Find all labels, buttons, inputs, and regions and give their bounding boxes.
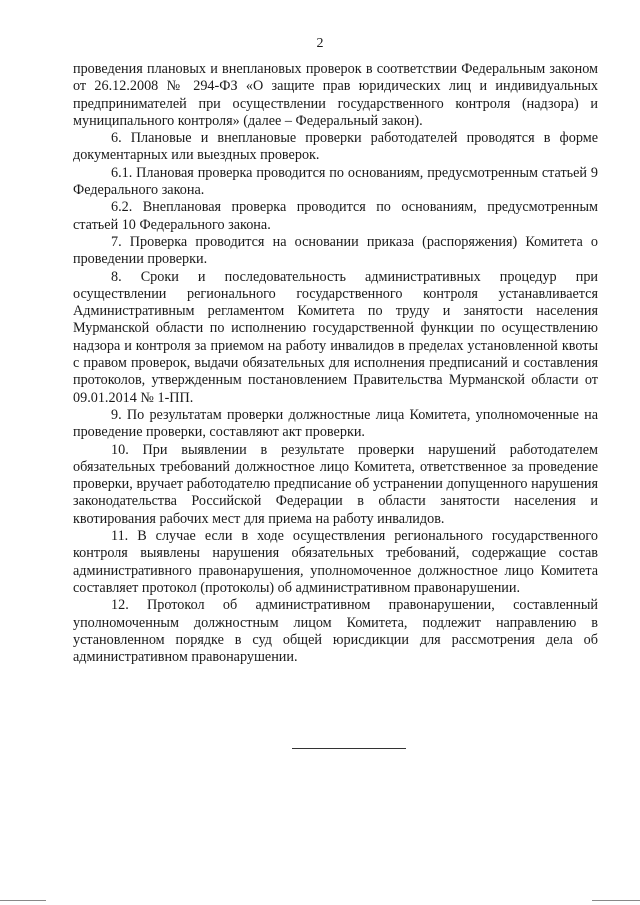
paragraph-item-10: 10. При выявлении в результате проверки нарушений работодателем обязательных требований должностное лицо Комитета, ответственное за проведение проверки, вручает работодателю предписание об устранении допущенного нарушения законодательства Российской Федерации в области занятости населения и квотирования рабочих мест для приема на работу инвалидов. [73,441,598,527]
paragraph-item-11: 11. В случае если в ходе осуществления регионального государственного контроля выявлены нарушения обязательных требований, содержащие состав административного правонарушения, уполномоченное должностное лицо Комитета составляет протокол (протоколы) об административном правонарушении. [73,528,598,596]
paragraph-item-7: 7. Проверка проводится на основании приказа (распоряжения) Комитета о проведении проверки. [73,233,598,268]
end-divider-line [292,748,406,749]
paragraph-item-6-2: 6.2. Внеплановая проверка проводится по основаниям, предусмотренным статьей 10 Федерального закона. [73,199,598,233]
paragraph-continuation: проведения плановых и внеплановых проверок в соответствии Федеральным законом от 26.12.2008 № 294-ФЗ «О защите прав юридических лиц и индивидуальных предпринимателей при осуществлении государственного контроля (надзора) и муниципального контроля» (далее – Федеральный закон). [73,61,598,129]
paragraph-item-9: 9. По результатам проверки должностные лица Комитета, уполномоченные на проведение проверки, составляют акт проверки. [73,406,598,441]
scan-edge-mark-right [592,900,640,901]
paragraph-item-6: 6. Плановые и внеплановые проверки работодателей проводятся в форме документарных или выездных проверок. [73,130,598,164]
document-body [73,61,598,666]
page-number: 2 [316,36,324,51]
scan-edge-mark-left [0,900,46,901]
paragraph-item-6-1: 6.1. Плановая проверка проводится по основаниям, предусмотренным статьей 9 Федерального закона. [73,164,598,199]
paragraph-item-12: 12. Протокол об административном правонарушении, составленный уполномоченным должностным лицом Комитета, подлежит направлению в установленном порядке в суд общей юрисдикции для рассмотрения дела об административном правонарушении. [73,597,598,666]
paragraph-item-8: 8. Сроки и последовательность административных процедур при осуществлении регионального государственного контроля устанавливается Административным регламентом Комитета по труду и занятости населения Мурманской области по исполнению государственной функции по осуществлению надзора и контроля за приемом на работу инвалидов в пределах установленной квоты с правом проверок, выдачи обязательных для исполнения предписаний и составления протоколов, утвержденным постановлением Правительства Мурманской области от 09.01.2014 № 1-ПП. [73,268,598,406]
